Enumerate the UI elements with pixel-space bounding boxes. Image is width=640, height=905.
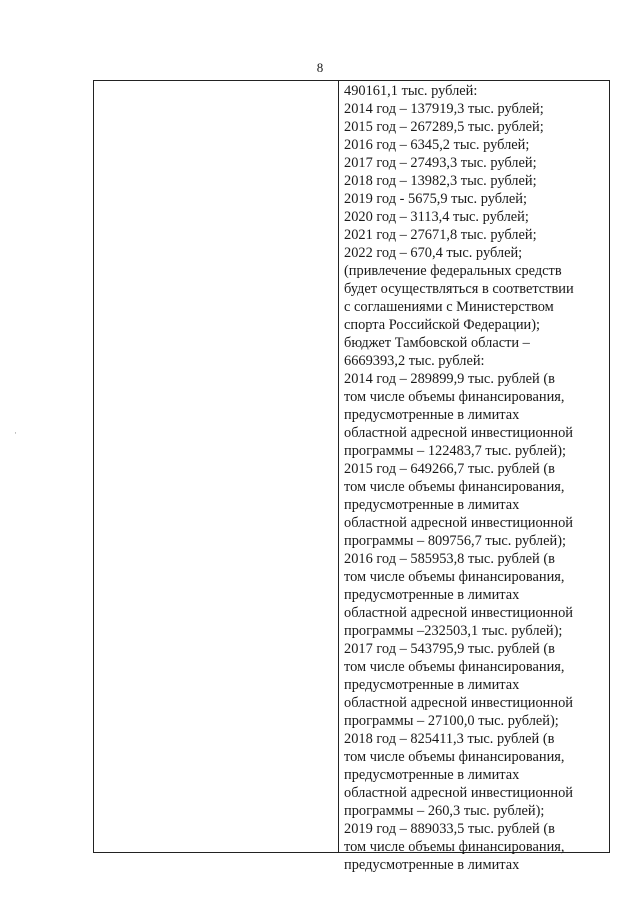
funding-line: 2022 год – 670,4 тыс. рублей;: [344, 245, 523, 261]
funding-line: 2017 год – 27493,3 тыс. рублей;: [344, 155, 537, 171]
funding-line: областной адресной инвестиционной: [344, 515, 573, 531]
funding-line: областной адресной инвестиционной: [344, 695, 573, 711]
funding-line: областной адресной инвестиционной: [344, 785, 573, 801]
funding-line: программы – 260,3 тыс. рублей);: [344, 803, 545, 819]
funding-line: предусмотренные в лимитах: [344, 857, 520, 873]
funding-line: 2017 год – 543795,9 тыс. рублей (в: [344, 641, 555, 657]
funding-line: 2021 год – 27671,8 тыс. рублей;: [344, 227, 537, 243]
funding-line: предусмотренные в лимитах: [344, 407, 520, 423]
funding-line: программы – 809756,7 тыс. рублей);: [344, 533, 566, 549]
funding-line: 2018 год – 13982,3 тыс. рублей;: [344, 173, 537, 189]
funding-line: предусмотренные в лимитах: [344, 587, 520, 603]
table-left-cell: [94, 81, 339, 852]
table-right-cell: [339, 81, 609, 873]
funding-line: 2016 год – 585953,8 тыс. рублей (в: [344, 551, 555, 567]
funding-line: 2014 год – 289899,9 тыс. рублей (в: [344, 371, 555, 387]
funding-line: программы – 27100,0 тыс. рублей);: [344, 713, 559, 729]
funding-line: 2019 год - 5675,9 тыс. рублей;: [344, 191, 527, 207]
page-number: 8: [316, 60, 324, 75]
funding-line: 2014 год – 137919,3 тыс. рублей;: [344, 101, 544, 117]
funding-line: том числе объемы финансирования,: [344, 749, 565, 765]
scan-mark: ·: [14, 428, 17, 438]
funding-line: 2016 год – 6345,2 тыс. рублей;: [344, 137, 530, 153]
funding-line: предусмотренные в лимитах: [344, 497, 520, 513]
funding-line: том числе объемы финансирования,: [344, 479, 565, 495]
funding-line: программы – 122483,7 тыс. рублей);: [344, 443, 566, 459]
funding-line: том числе объемы финансирования,: [344, 389, 565, 405]
funding-line: том числе объемы финансирования,: [344, 659, 565, 675]
funding-line: 2020 год – 3113,4 тыс. рублей;: [344, 209, 529, 225]
funding-table: [93, 80, 610, 873]
funding-line: том числе объемы финансирования,: [344, 839, 565, 855]
funding-line: 6669393,2 тыс. рублей:: [344, 353, 485, 369]
funding-line: областной адресной инвестиционной: [344, 425, 573, 441]
funding-line: будет осуществляться в соответствии: [344, 281, 574, 297]
funding-line: 2019 год – 889033,5 тыс. рублей (в: [344, 821, 555, 837]
funding-line: 2018 год – 825411,3 тыс. рублей (в: [344, 731, 555, 747]
funding-line: предусмотренные в лимитах: [344, 767, 520, 783]
funding-lines: [339, 81, 609, 874]
funding-line: бюджет Тамбовской области –: [344, 335, 530, 351]
funding-line: 490161,1 тыс. рублей:: [344, 83, 478, 99]
funding-line: (привлечение федеральных средств: [344, 263, 562, 279]
funding-line: спорта Российской Федерации);: [344, 317, 541, 333]
funding-line: программы –232503,1 тыс. рублей);: [344, 623, 563, 639]
funding-line: областной адресной инвестиционной: [344, 605, 573, 621]
funding-line: 2015 год – 267289,5 тыс. рублей;: [344, 119, 544, 135]
funding-line: предусмотренные в лимитах: [344, 677, 520, 693]
funding-line: том числе объемы финансирования,: [344, 569, 565, 585]
funding-line: с соглашениями с Министерством: [344, 299, 554, 315]
funding-line: 2015 год – 649266,7 тыс. рублей (в: [344, 461, 555, 477]
